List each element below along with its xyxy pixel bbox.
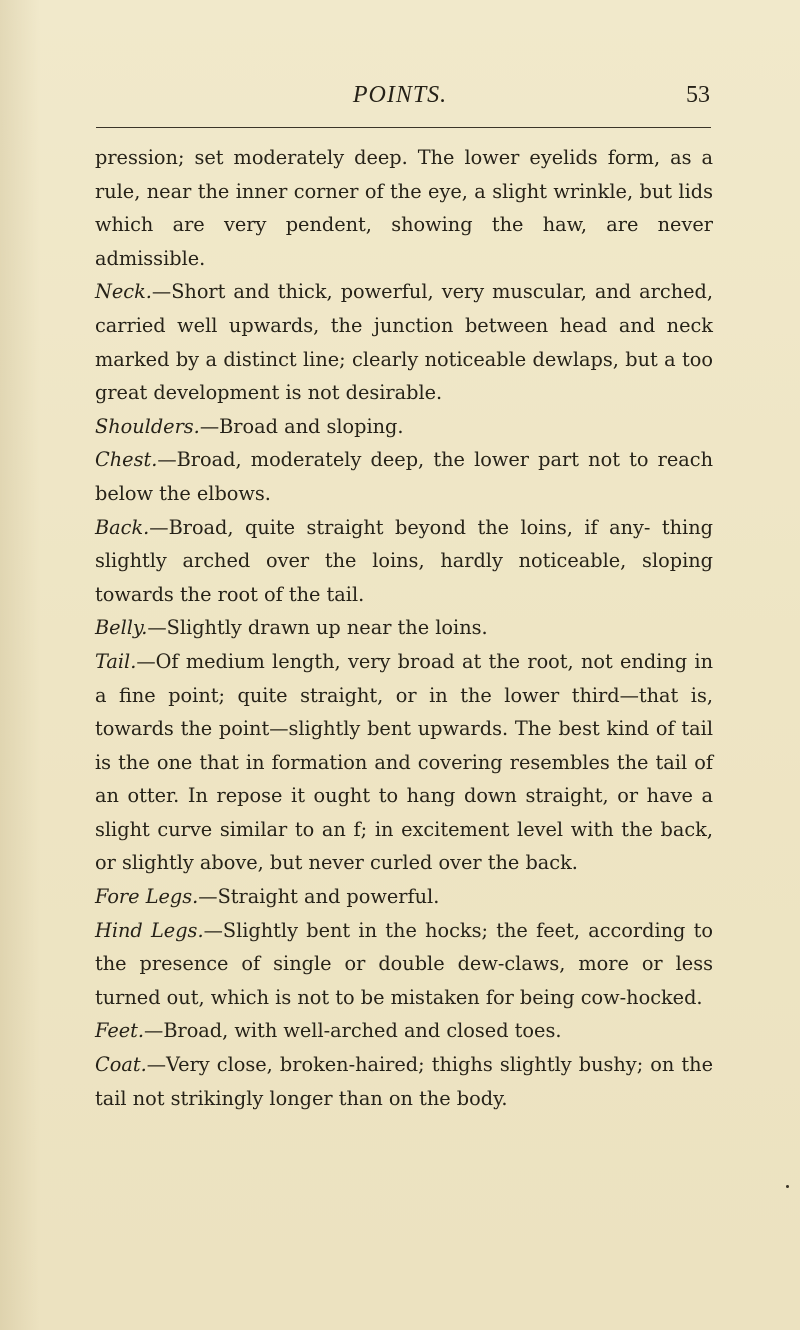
term-hind-legs: Hind Legs.: [95, 918, 204, 942]
term-neck: Neck.: [95, 280, 152, 304]
term-chest: Chest.: [95, 448, 158, 472]
term-shoulders: Shoulders.: [95, 414, 200, 438]
paragraph-continuation: [95, 141, 713, 275]
paragraph-text: —Broad, with well-arched and closed toes.: [144, 1019, 562, 1043]
paragraph-shoulders: [95, 410, 713, 444]
paragraph-text: —Of medium length, very broad at the root, not ending in a fine point; quite straight, or in the lower third—that is, towards the point—slightly bent upwards. The best kind of tail is the one that in formation and covering resembles the tail of an otter. In repose it ought to hang down straight, or have a slight curve similar to an f; in excitement level with the back, or slightly above, but never curled over the back.: [95, 649, 713, 875]
paragraph-text: —Slightly drawn up near the loins.: [147, 616, 488, 640]
term-feet: Feet.: [95, 1019, 145, 1043]
running-head: [0, 82, 800, 116]
paragraph-neck: [95, 275, 713, 409]
term-tail: Tail.: [95, 649, 137, 673]
paragraph-belly: [95, 611, 713, 645]
term-belly: Belly.: [95, 616, 148, 640]
paragraph-text: —Slightly bent in the hocks; the feet, according to the presence of single or double dew-claws, more or less turned out, which is not to be mistaken for being cow-hocked.: [95, 918, 714, 1009]
term-back: Back.: [95, 515, 150, 539]
body-text: [95, 141, 713, 1115]
paragraph-hind-legs: [95, 914, 713, 1015]
paragraph-feet: [95, 1014, 713, 1048]
paragraph-fore-legs: [95, 880, 713, 914]
term-fore-legs: Fore Legs.: [95, 885, 199, 909]
paragraph-text: —Straight and powerful.: [198, 885, 440, 909]
paragraph-coat: [95, 1048, 713, 1115]
header-rule: [96, 127, 711, 128]
paragraph-text: —Broad, quite straight beyond the loins, if any- thing slightly arched over the loins, hardly noticeable, sloping towards the root of the tail.: [95, 515, 713, 606]
paragraph-chest: [95, 443, 713, 510]
ink-speck: [786, 1185, 789, 1188]
paragraph-text: —Broad, moderately deep, the lower part not to reach below the elbows.: [95, 448, 713, 505]
paragraph-text: —Short and thick, powerful, very muscular, and arched, carried well upwards, the junction between head and neck marked by a distinct line; clearly noticeable dewlaps, but a too great development is not desirable.: [95, 280, 713, 405]
page-number: 53: [686, 82, 710, 108]
paragraph-text: —Broad and sloping.: [199, 414, 404, 438]
running-title: POINTS.: [352, 82, 448, 108]
term-coat: Coat.: [95, 1053, 147, 1077]
paragraph-back: [95, 511, 713, 612]
paragraph-tail: [95, 645, 713, 880]
paragraph-text: pression; set moderately deep. The lower eyelids form, as a rule, near the inner corner of the eye, a slight wrinkle, but lids which are very pendent, showing the haw, are never admissible.: [95, 146, 713, 270]
paragraph-text: —Very close, broken-haired; thighs slightly bushy; on the tail not strikingly longer than on the body.: [95, 1053, 713, 1110]
